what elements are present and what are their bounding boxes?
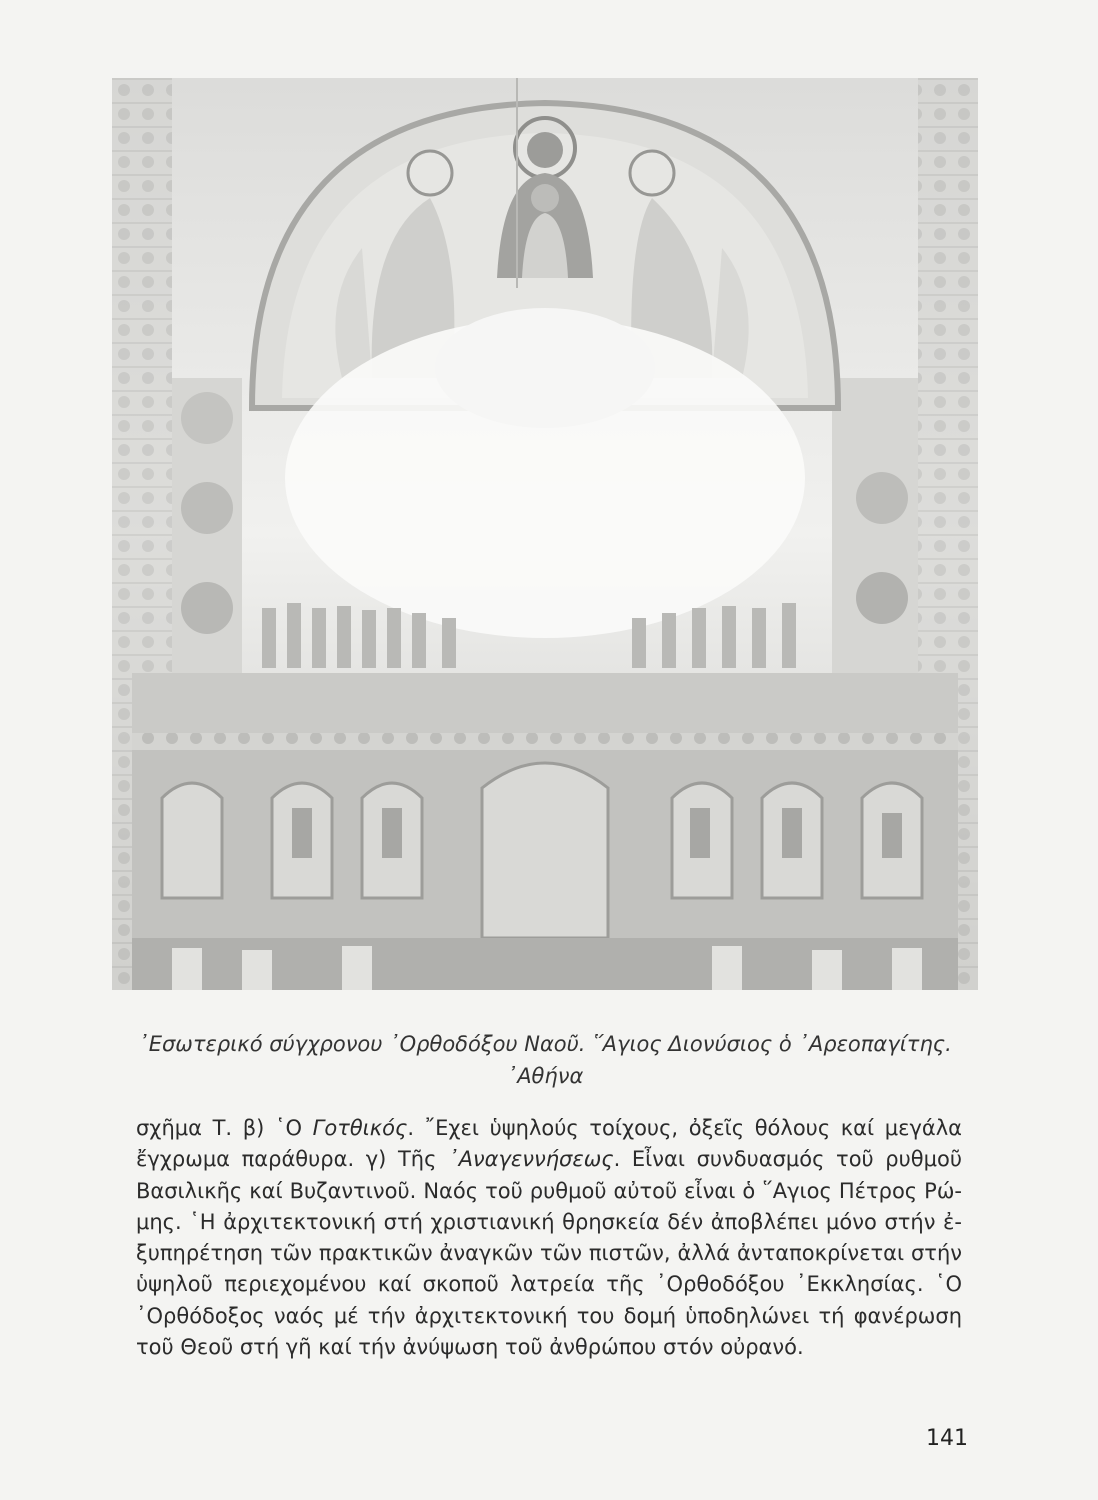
body-line-1-end: . ῎Εχει ὑψηλούς τοίχους, ὀξεῖς θόλους καί μεγάλα [407, 1116, 963, 1140]
figure-caption [112, 1028, 978, 1092]
church-interior-photo [112, 78, 978, 990]
body-line-8: τοῦ Θεοῦ στή γῆ καί τήν ἀνύψωση τοῦ ἀνθρώπου στόν οὐρανό. [136, 1335, 804, 1360]
caption-line-1: ᾿Εσωτερικό σύγχρονου ᾿Ορθοδόξου Ναοῦ. ῞Αγιος Διονύσιος ὁ ᾿Αρεοπαγίτης. [138, 1032, 952, 1056]
body-line-2-start: ἔγχρωμα παράθυρα. γ) Τῆς [136, 1147, 449, 1172]
body-line-3: Βασιλικῆς καί Βυζαντινοῦ. Ναός τοῦ ρυθμοῦ αὐτοῦ εἶναι ὁ ῞Αγιος Πέτρος Ρώ- [136, 1178, 962, 1203]
body-line-1 [136, 1113, 962, 1144]
body-line-7: ᾿Ορθόδοξος ναός μέ τήν ἀρχιτεκτονική του δομή ὑποδηλώνει τή φανέρωση [136, 1303, 962, 1328]
church-interior-illustration [112, 78, 978, 990]
body-line-5: ξυπηρέτηση τῶν πρακτικῶν ἀναγκῶν τῶν πιστῶν, ἀλλά ἀνταποκρίνεται στήν [136, 1241, 962, 1266]
body-line-4: μης. ῾Η ἀρχιτεκτονική στή χριστιανική θρησκεία δέν ἀποβλέπει μόνο στήν ἐ- [136, 1209, 962, 1234]
body-line-2-end: . Εἶναι συνδυασμός τοῦ ρυθμοῦ [613, 1147, 962, 1172]
body-line-2 [136, 1144, 962, 1175]
term-gothic: Γοτθικός [312, 1116, 408, 1140]
caption-line-2: ᾿Αθήνα [506, 1064, 584, 1088]
body-line-1-start: σχῆμα Τ. β) ῾Ο [136, 1116, 313, 1140]
page-number: 141 [926, 1426, 968, 1451]
body-line-6: ὑψηλοῦ περιεχομένου καί σκοποῦ λατρεία τῆς ᾿Ορθοδόξου ᾿Εκκλησίας. ῾Ο [136, 1272, 962, 1297]
term-renaissance: ᾿Αναγεννήσεως [448, 1147, 614, 1172]
body-paragraph [136, 1113, 962, 1363]
